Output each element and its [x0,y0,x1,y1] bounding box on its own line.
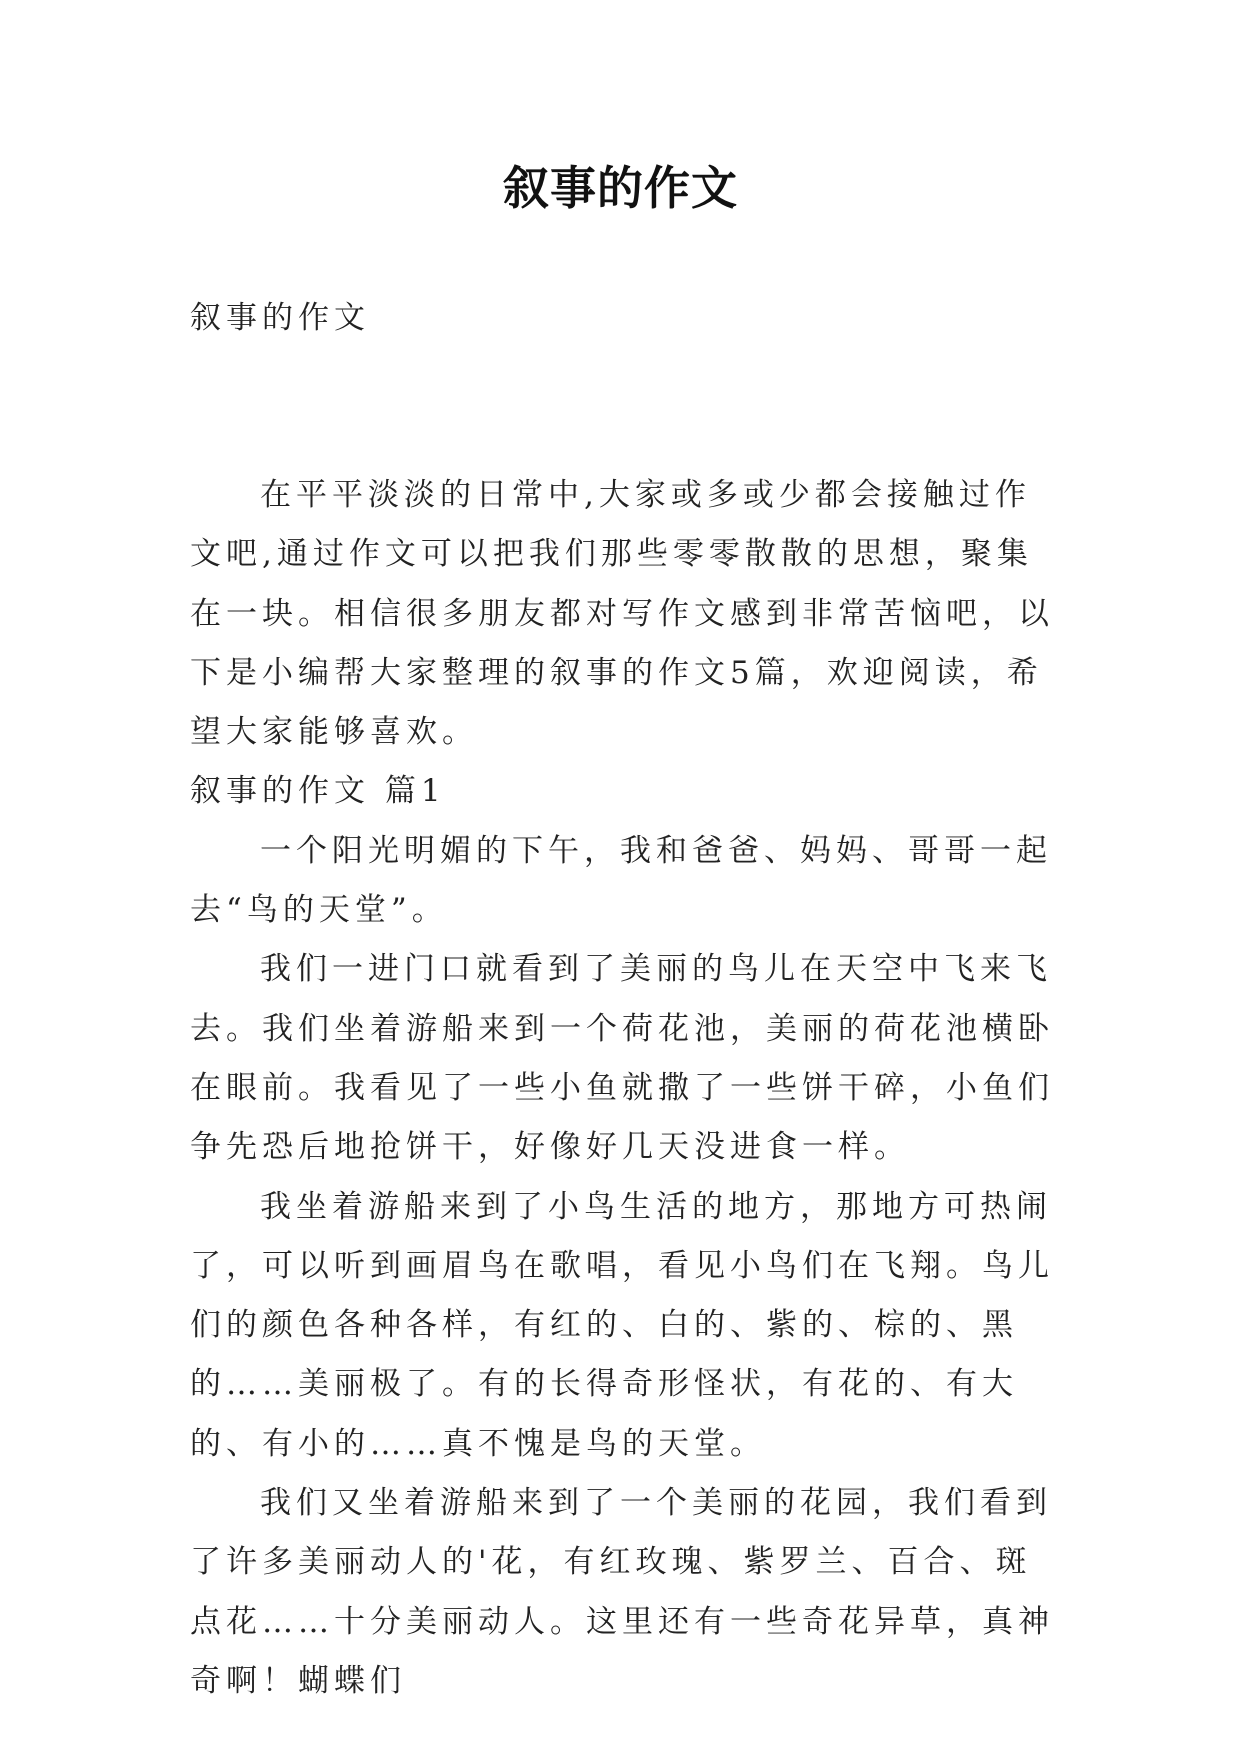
body-paragraph: 我们又坐着游船来到了一个美丽的花园，我们看到了许多美丽动人的'花，有红玫瑰、紫罗兰、百合、斑点花……十分美丽动人。这里还有一些奇花异草，真神奇啊！蝴蝶们 [190,1485,1054,1699]
body-paragraph: 我们一进门口就看到了美丽的鸟儿在天空中飞来飞去。我们坐着游船来到一个荷花池，美丽的荷花池横卧在眼前。我看见了一些小鱼就撒了一些饼干碎，小鱼们争先恐后地抢饼干，好像好几天没进食一样。 [190,951,1054,1166]
body-paragraph: 我坐着游船来到了小鸟生活的地方，那地方可热闹了，可以听到画眉鸟在歌唱，看见小鸟们在飞翔。鸟儿们的颜色各种各样，有红的、白的、紫的、棕的、黑的……美丽极了。有的长得奇形怪状，有花的、有大的、有小的……真不愧是鸟的天堂。 [190,1188,1054,1462]
document-title: 叙事的作文 [503,161,738,215]
body-paragraph: 在平平淡淡的日常中,大家或多或少都会接触过作文吧,通过作文可以把我们那些零零散散的思想，聚集在一块。相信很多朋友都对写作文感到非常苦恼吧，以下是小编帮大家整理的叙事的作文5篇，欢迎阅读，希望大家能够喜欢。 [190,477,1054,751]
body-paragraph: 一个阳光明媚的下午，我和爸爸、妈妈、哥哥一起去“鸟的天堂”。 [190,832,1052,929]
document-subtitle: 叙事的作文 [190,300,370,336]
section-heading: 叙事的作文 篇1 [190,773,446,810]
document-body [190,466,1060,1711]
